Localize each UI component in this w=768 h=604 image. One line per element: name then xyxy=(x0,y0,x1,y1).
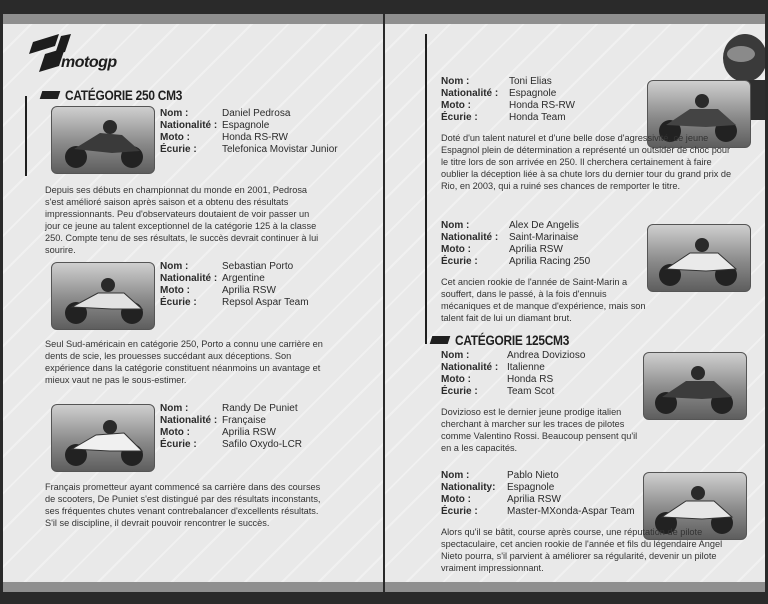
label-name: Nom : xyxy=(160,108,189,119)
category-title: CATÉGORIE 125CM3 xyxy=(455,332,570,348)
rider-info-porto xyxy=(160,261,309,309)
bottom-bar xyxy=(3,582,383,592)
left-page xyxy=(3,14,383,592)
rider-photo-pedrosa xyxy=(51,106,155,174)
value-name: Pablo Nieto xyxy=(507,470,559,481)
rider-photo-dovizioso xyxy=(643,352,747,420)
bottom-bar xyxy=(385,582,765,592)
value-nationality: Française xyxy=(222,415,266,426)
label-nationality: Nationalité : xyxy=(441,88,499,99)
rider-photo-porto xyxy=(51,262,155,330)
label-name: Nom : xyxy=(441,470,470,481)
top-bar xyxy=(385,14,765,24)
rider-bio-porto: Seul Sud-américain en catégorie 250, Porto a connu une carrière en dents de scie, les prouesses succédant aux déceptions. Son expérience dans la catégorie constituent néanmoins un avantage et mieux vaut ne pas le sous-estimer. xyxy=(45,339,323,385)
rider-info-elias xyxy=(441,76,575,124)
label-nationality: Nationalité : xyxy=(160,273,218,284)
label-team: Écurie : xyxy=(160,439,197,450)
motorcycle-icon xyxy=(648,225,750,291)
value-name: Alex De Angelis xyxy=(509,220,580,231)
rider-bio-dovizioso: Dovizioso est le dernier jeune prodige italien cherchant à marcher sur les traces de pilotes comme Valentino Rossi. Beaucoup pensent qu'il en a les capacités. xyxy=(441,407,638,453)
rider-photo-de-puniet xyxy=(51,404,155,472)
label-name: Nom : xyxy=(441,76,470,87)
motorcycle-icon xyxy=(52,263,154,329)
value-nationality: Espagnole xyxy=(507,482,555,493)
label-team: Écurie : xyxy=(441,506,478,517)
rider-info-dovizioso xyxy=(441,350,585,398)
label-name: Nom : xyxy=(441,220,470,231)
value-name: Andrea Dovizioso xyxy=(507,350,586,361)
value-team: Honda Team xyxy=(509,112,566,123)
value-bike: Aprilia RSW xyxy=(222,427,276,438)
label-bike: Moto : xyxy=(160,427,190,438)
label-team: Écurie : xyxy=(441,386,478,397)
motorcycle-icon xyxy=(644,353,746,419)
value-bike: Aprilia RSW xyxy=(507,494,561,505)
label-name: Nom : xyxy=(160,403,189,414)
value-team: Aprilia Racing 250 xyxy=(509,256,591,267)
value-bike: Honda RS-RW xyxy=(509,100,575,111)
rider-info-de-puniet xyxy=(160,403,302,451)
value-nationality: Espagnole xyxy=(509,88,557,99)
label-team: Écurie : xyxy=(441,112,478,123)
value-team: Repsol Aspar Team xyxy=(222,297,309,308)
rider-bio-pedrosa: Depuis ses débuts en championnat du monde en 2001, Pedrosa s'est amélioré saison après saison et a obtenu des résultats impressionnants. Peu d'observateurs doutaient de voir passer un jour ce jeune au talent exceptionnel de la catégorie 125 à la classe 250. Compte tenu de ses résultats, le succès devrait continuer à lui sourire. xyxy=(45,185,319,255)
value-nationality: Espagnole xyxy=(222,120,270,131)
label-nationality: Nationality: xyxy=(441,482,496,493)
label-name: Nom : xyxy=(441,350,470,361)
motorcycle-icon xyxy=(52,107,154,173)
value-nationality: Italienne xyxy=(507,362,545,373)
rider-info-nieto xyxy=(441,470,635,518)
value-bike: Honda RS-RW xyxy=(222,132,288,143)
value-team: Master-MXonda-Aspar Team xyxy=(507,506,635,517)
label-bike: Moto : xyxy=(441,100,471,111)
rider-bio-de-angelis: Cet ancien rookie de l'année de Saint-Marin a souffert, dans le passé, à la fois d'ennuis mécaniques et de manque d'expérience, mais son talent fait de lui un diamant brut. xyxy=(441,277,646,323)
motorcycle-icon xyxy=(52,405,154,471)
value-bike: Aprilia RSW xyxy=(222,285,276,296)
label-bike: Moto : xyxy=(441,244,471,255)
value-team: Telefonica Movistar Junior xyxy=(222,144,338,155)
rider-info-de-angelis xyxy=(441,220,590,268)
category-title: CATÉGORIE 250 CM3 xyxy=(65,87,183,103)
label-team: Écurie : xyxy=(160,144,197,155)
label-nationality: Nationalité : xyxy=(160,415,218,426)
value-team: Safilo Oxydo-LCR xyxy=(222,439,303,450)
rider-bio-elias: Doté d'un talent naturel et d'une belle dose d'agressivité, ce jeune Espagnol plein de détermination a représenté un outsider de choc pour le titre lors de son arrivée en 250. Il cherchera certainement à faire oublier la déception liée à sa chute lors du dernier tour du grand prix de Rio, en 2003, qui a ruiné ses chances de remporter le titre. xyxy=(441,133,732,191)
right-accent-line xyxy=(425,34,427,344)
logo-wordmark: motogp xyxy=(61,54,117,71)
value-name: Daniel Pedrosa xyxy=(222,108,291,119)
label-nationality: Nationalité : xyxy=(441,362,499,373)
rider-photo-de-angelis xyxy=(647,224,751,292)
top-bar xyxy=(3,14,383,24)
label-bike: Moto : xyxy=(441,374,471,385)
label-bike: Moto : xyxy=(160,132,190,143)
rider-bio-nieto: Alors qu'il se bâtit, course après course, une réputation de pilote spectaculaire, cet ancien rookie de l'année et fils du légendaire Angel Nieto pourra, s'il parvient à améliorer sa régularité, devenir un pilote vraiment impressionnant. xyxy=(441,527,723,573)
value-team: Team Scot xyxy=(507,386,555,397)
right-page xyxy=(385,14,765,592)
value-nationality: Saint-Marinaise xyxy=(509,232,579,243)
category-heading-125 xyxy=(431,332,589,348)
left-accent-line xyxy=(25,96,27,176)
label-team: Écurie : xyxy=(160,297,197,308)
category-heading-250 xyxy=(41,87,203,103)
value-nationality: Argentine xyxy=(222,273,265,284)
value-name: Toni Elias xyxy=(509,76,552,87)
rider-bio-de-puniet: Français prometteur ayant commencé sa carrière dans des courses de scooters, De Puniet s'est distingué par des résultats inconstants, ses fréquentes chutes venant contrebalancer d'excellents résultats. S'il se discipline, il devrait pouvoir rencontrer le succès. xyxy=(45,482,321,528)
value-name: Randy De Puniet xyxy=(222,403,298,414)
value-name: Sebastian Porto xyxy=(222,261,294,272)
value-bike: Aprilia RSW xyxy=(509,244,563,255)
label-name: Nom : xyxy=(160,261,189,272)
label-bike: Moto : xyxy=(441,494,471,505)
label-team: Écurie : xyxy=(441,256,478,267)
label-nationality: Nationalité : xyxy=(160,120,218,131)
category-marker-icon xyxy=(430,336,451,344)
value-bike: Honda RS xyxy=(507,374,554,385)
rider-info-pedrosa xyxy=(160,108,338,156)
label-bike: Moto : xyxy=(160,285,190,296)
label-nationality: Nationalité : xyxy=(441,232,499,243)
category-marker-icon xyxy=(40,91,61,99)
